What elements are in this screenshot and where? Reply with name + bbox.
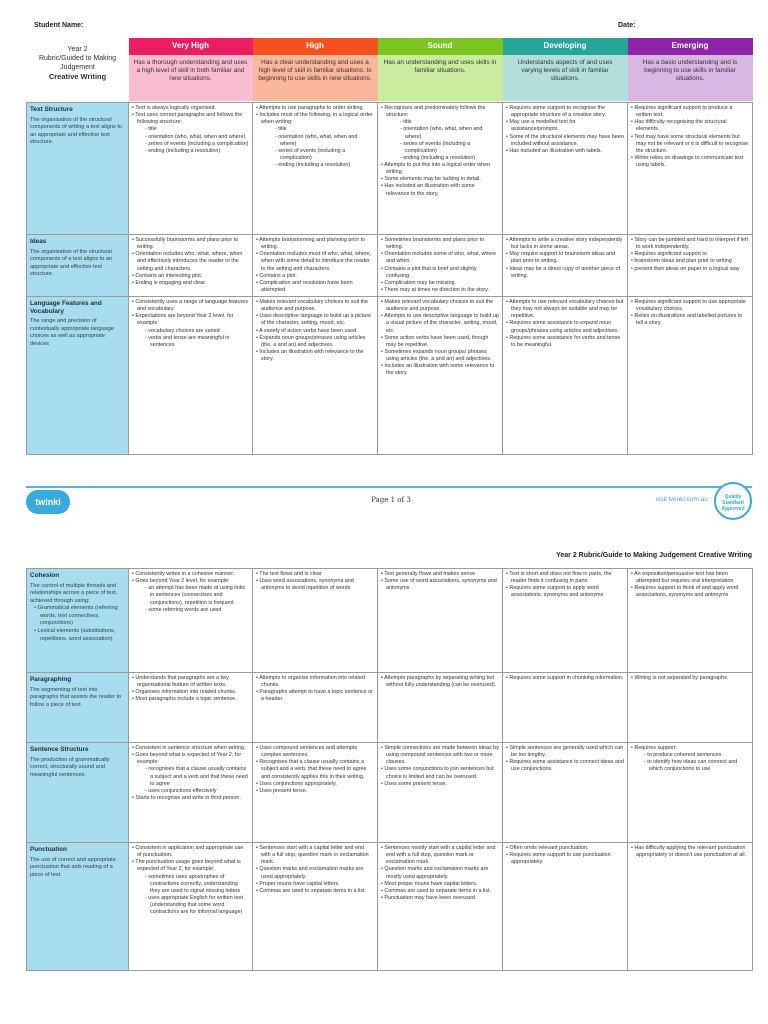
cell-line: • A variety of action verbs have been used. (256, 327, 358, 334)
cell-line: • Organises information into related chunks. (132, 689, 237, 696)
criteria-title: Ideas (30, 238, 47, 245)
cell-line: • There may at times no direction to the story. (381, 286, 490, 293)
cell-line: • Uses descriptive language to build up a picture of the character, setting, mood, etc. (256, 313, 372, 327)
rubric-cell (628, 843, 753, 971)
cell-line: • Requires support: (631, 745, 677, 751)
cell-line: • Has difficulty recognising the structural elements. (631, 119, 727, 133)
criteria-desc (30, 583, 125, 643)
criteria-bullet: • Lexical elements (substitutions, repetitions, word association) (34, 627, 116, 642)
rubric-cell (378, 569, 503, 673)
cell-line: • Includes most of the following, in a logical order when writing: (256, 112, 373, 126)
row-language (27, 297, 753, 455)
criteria-desc-text: The control of multiple threads and relationships across a piece of text, achieved through using: (30, 582, 118, 604)
cell-line: • Has difficulty applying the relevant punctuation appropriately or doesn't use punctuation at all. (631, 845, 747, 859)
cell-line: • Writer relies on drawings to communicate text using labels. (631, 154, 744, 168)
cell-line: - an attempt has been made at using links in sentences (connectives and conjunctions), repetition is frequent (145, 585, 246, 606)
rubric-cell (628, 569, 753, 673)
cell-line: • Uses some conjunctions to join sentences but choice is limited and can be overused. (381, 766, 494, 780)
row-paragraphing (27, 673, 753, 743)
page-number: Page 1 of 3 (371, 496, 411, 504)
bullet-text: Grammatical elements (referring words, text connectives, conjunctions) (37, 605, 118, 627)
cell-line: • Requires some assistance to connect ideas and use conjunctions. (506, 759, 624, 773)
cell-line: - ending (including a resolution) (400, 154, 476, 161)
cell-line: • Contains an interesting plot. (132, 272, 203, 279)
level-desc: Has a thorough understanding and uses a high level of skill in both familiar and new situations. (129, 55, 253, 101)
cell-line: • Successfully brainstorms and plans prior to writing. (132, 237, 239, 251)
cell-line: • May use a modelled text for assistance/prompts. (506, 119, 576, 133)
cell-line: • Often omits relevant punctuation. (506, 845, 589, 851)
cell-line: • Attempts to use paragraphs to order writing. (256, 105, 364, 111)
cell-line: - title (400, 119, 412, 126)
cell-line: • Requires some support to apply word associations, synonyms and antonyms (506, 585, 604, 599)
row-text-structure (27, 103, 753, 235)
cell-line: • Recognises and predominately follows the structure: (381, 105, 486, 119)
cell-line: • Attempts to use relevant vocabulary choices but they may not always be suitable and may be repetitive. (506, 299, 624, 320)
cell-line: - some referring words are used (145, 606, 222, 613)
rubric-cell (503, 235, 628, 297)
criteria-cohesion (27, 569, 129, 673)
cell-line: • Requires some assistance for verbs and tense to be meaningful. (506, 334, 621, 348)
rubric-page-2 (26, 568, 752, 971)
cell-line: - uses conjunctions effectively (145, 787, 217, 794)
cell-line: • Punctuation may have been overused. (381, 894, 477, 901)
criteria-ideas (27, 235, 129, 297)
cell-line: • Question marks and exclamation marks are mostly used appropriately. (381, 866, 489, 880)
cell-line: • Ending is engaging and clear. (132, 279, 207, 286)
cell-line: - uses appropriate English for written text (understanding that some word contractions are for informal language) (145, 894, 243, 916)
cell-line: • Complication may be missing. (381, 279, 456, 286)
rubric-cell (129, 743, 253, 843)
cell-line: • Sentences mostly start with a capital letter and end with a full stop, question mark or exclamation mark. (381, 845, 496, 866)
rubric-cell (129, 673, 253, 743)
level-very-high (129, 38, 253, 102)
cell-line: • Sometimes brainstorms and plans prior to writing. (381, 237, 485, 251)
cell-line: • Attempts to use descriptive language to build up a visual picture of the character, setting, mood, etc. (381, 313, 499, 334)
rubric-cell (253, 103, 378, 235)
rubric-cell (129, 103, 253, 235)
cell-line: • Some action verbs have been used, though may be repetitive. (381, 334, 489, 348)
rubric-cell (503, 297, 628, 455)
rubric-cell (253, 297, 378, 455)
cell-line: - title (275, 126, 287, 133)
cell-line: • Makes relevant vocabulary choices to suit the audience and purpose. (381, 299, 494, 313)
criteria-title: Text Structure (30, 106, 73, 113)
cell-line: - orientation (who, what, when and where) (400, 126, 483, 140)
rubric-cell (253, 743, 378, 843)
cell-line: - to produce coherent sentences (644, 752, 722, 759)
row-cohesion (27, 569, 753, 673)
cell-line: • Consistent in application and appropriate use of punctuation. (132, 845, 244, 859)
cell-line: • Orientation includes some of who, what, where and when. (381, 251, 497, 265)
rubric-cell (129, 297, 253, 455)
row-ideas (27, 235, 753, 297)
title-line-bold: Creative Writing (48, 72, 107, 82)
rubric-cell (628, 297, 753, 455)
cell-line: • Includes an illustration with some relevance to the story. (381, 363, 495, 377)
criteria-desc: The range and precision of contextually appropriate language choices as well as appropriate devices (30, 318, 114, 348)
cell-line: - series of events (including a complication) (275, 147, 346, 161)
level-desc: Understands aspects of and uses varying levels of skill in familiar situations. (503, 55, 628, 101)
criteria-title: Paragraphing (30, 676, 72, 683)
page2-title: Year 2 Rubric/Guide to Making Judgement Creative Writing (556, 552, 752, 559)
cell-line: • Simple connections are made between ideas by using compound sentences with two or more clauses. (381, 745, 499, 766)
level-high (253, 38, 378, 102)
rubric-cell (129, 843, 253, 971)
criteria-sentence-structure (27, 743, 129, 843)
footer-line (26, 486, 752, 488)
cell-line: • Attempts paragraphs by separating writing but without fully understanding (can be overused). (381, 675, 497, 689)
cell-line: - to identify how ideas can connect and which conjunctions to use (644, 759, 738, 773)
rubric-cell (503, 673, 628, 743)
level-label: Very High (129, 38, 253, 55)
cell-line: • Understands that paragraphs are a key organisational feature of written texts. (132, 675, 229, 689)
cell-line: - recognises that a clause usually contains a subject and a verb and that these need to agree (145, 766, 248, 787)
title-line: Rubric/Guided to Making (38, 54, 117, 62)
cell-line: • Relies on illustrations and labelled pictures to tell a story. (631, 313, 743, 327)
cell-line: • Requires some assistance to expand noun groups/phrases using articles and adjectives. (506, 320, 619, 334)
cell-line: • Requires some support to recognise the appropriate structure of a creative story. (506, 105, 606, 119)
cell-line: • Has included an illustration with labels. (506, 147, 602, 154)
cell-line: • Most paragraphs include a topic sentence. (132, 696, 237, 703)
cell-line: • Requires support to think of and apply word associations, synonyms and antonyms (631, 585, 739, 599)
rubric-cell (253, 569, 378, 673)
cell-line: - title (145, 126, 157, 133)
cell-line: • Text is always logically organised. (132, 105, 216, 111)
cell-line: • Paragraphs attempt to have a topic sentence or a header. (256, 689, 373, 703)
criteria-desc: The organisation of the structural components of writing a text aligns to an appropriate and effective text structure. (30, 116, 123, 146)
cell-line: • Uses compound sentences and attempts complex sentences. (256, 745, 358, 759)
rubric-cell (378, 673, 503, 743)
rubric-page-1 (26, 38, 752, 455)
cell-line: • Writing is not separated by paragraphs. (631, 675, 729, 681)
cell-line: • Text generally flows and makes sense (381, 571, 476, 577)
level-sound (378, 38, 503, 102)
criteria-desc: The segmenting of text into paragraphs that assists the reader to follow a piece of text. (30, 686, 122, 708)
cell-line: - series of events (including a complication) (145, 140, 249, 147)
rubric-cell (378, 743, 503, 843)
level-label: Emerging (628, 38, 753, 55)
criteria-title: Cohesion (30, 572, 60, 579)
bullet-text: Lexical elements (substitutions, repetitions, word association) (37, 627, 116, 642)
rubric-cell (378, 297, 503, 455)
rubric-cell (628, 103, 753, 235)
cell-line: • Story can be jumbled and hard to interpret if left to work independently. (631, 237, 748, 251)
criteria-title: Language Features and Vocabulary (30, 300, 102, 315)
title-line: Year 2 (67, 46, 88, 53)
cell-line: • Requires some support to use punctuation appropriately. (506, 852, 611, 866)
cell-line: • Some use of word associations, synonyms and antonyms (381, 578, 497, 592)
row-punctuation (27, 843, 753, 971)
criteria-text-structure (27, 103, 129, 235)
date-label: Date: (618, 22, 636, 29)
twinkl-logo: twinkl (26, 490, 70, 514)
cell-line: - ending (including a resolution) (145, 147, 221, 154)
criteria-desc: The use of correct and appropriate punctuation that aids reading of a piece of text. (30, 856, 116, 878)
level-developing (503, 38, 628, 102)
cell-line: • Simple sentences are generally used which can be too lengthy. (506, 745, 624, 759)
cell-line: - verbs and tense are meaningful in sentences (145, 334, 230, 348)
cell-line: • Uses conjunctions appropriately. (256, 780, 337, 787)
cell-line: • Starts to recognise and write in third person. (132, 794, 241, 801)
cell-line: • Requires significant support to (631, 251, 707, 258)
level-desc: Has a basic understanding and is beginning to use skills in familiar situations. (628, 55, 753, 101)
rubric-cell (129, 569, 253, 673)
website-link[interactable]: visit twinkl.com.au (655, 496, 708, 503)
cell-line: • Uses word associations, synonyms and antonyms to avoid repetition of words (256, 578, 354, 592)
title-line: Judgement (60, 63, 95, 71)
cell-line: • The text flows and is clear (256, 571, 322, 577)
level-desc: Has a clear understanding and uses a high level of skill in familiar situations. Is beginning to use skills in new situations. (253, 55, 378, 101)
criteria-desc: The organisation of the structural components of a text aligns to an appropriate and effective text structure. (30, 248, 113, 278)
cell-line: • Goes beyond Year 2 level, for example: (132, 578, 230, 585)
rubric-cell (129, 235, 253, 297)
rubric-cell (503, 743, 628, 843)
cell-line: • Some of the structural elements may have been included without assistance. (506, 133, 624, 147)
cell-line: - series of events (including a complication) (400, 140, 471, 154)
cell-line: • present their ideas on paper in a logical way (631, 265, 740, 272)
cell-line: - vocabulary choices are varied (145, 327, 220, 334)
level-label: Sound (378, 38, 503, 55)
rubric-cell (503, 843, 628, 971)
cell-line: • Commas are used to separate items in a list. (381, 887, 492, 894)
rubric-cell (378, 843, 503, 971)
cell-line: • Makes relevant vocabulary choices to suit the audience and purpose. (256, 299, 369, 313)
criteria-language (27, 297, 129, 455)
cell-line: • brainstorm ideas and plan prior to writing (631, 258, 732, 265)
cell-line: - orientation (who, what, when and where) (145, 133, 246, 140)
criteria-title: Sentence Structure (30, 746, 89, 753)
cell-line: • Question marks and exclamation marks are used appropriately. (256, 866, 364, 880)
rubric-title (27, 38, 129, 103)
cell-line: • Text may have some structural elements but may not be relevant or it is difficult to recognise the structure. (631, 133, 749, 154)
cell-line: • Uses some present tense. (381, 780, 448, 787)
criteria-paragraphing (27, 673, 129, 743)
rubric-table-1 (26, 38, 753, 455)
cell-line: • Proper nouns have capital letters. (256, 880, 340, 887)
row-sentence-structure (27, 743, 753, 843)
rubric-table-2 (26, 568, 753, 971)
cell-line: - ending (including a resolution) (275, 162, 351, 168)
cell-line: • Uses present tense. (256, 787, 308, 794)
cell-line: • Orientation includes most of who, what, where, when with some detail to introduce the reader to the setting and characters. (256, 251, 372, 272)
cell-line: • Commas are used to separate items in a list. (256, 887, 367, 894)
cell-line: • Consistent in sentence structure when writing. (132, 745, 246, 751)
quality-badge-icon: Quality Standard Approved (714, 482, 752, 520)
rubric-cell (628, 235, 753, 297)
cell-line: • Complication and resolution have been attempted. (256, 279, 353, 293)
rubric-cell (253, 673, 378, 743)
cell-line: - orientation (who, what, when and where) (275, 133, 358, 147)
cell-line: • Expands noun groups/phrases using articles (the, a and an) and adjectives. (256, 334, 366, 348)
cell-line: • Has included an illustration with some relevance to the story. (381, 183, 475, 197)
cell-line: • Goes beyond what is expected of Year 2, for example: (132, 752, 242, 766)
cell-line: • May require support to brainstorm ideas and plan prior to writing. (506, 251, 616, 265)
criteria-bullet: • Grammatical elements (referring words, text connectives, conjunctions) (34, 605, 118, 627)
cell-line: • Attempts brainstorming and planning prior to writing. (256, 237, 366, 251)
cell-line: • Sometimes expands noun groups/ phrases using articles (the, a and an) and adjectives. (381, 348, 492, 362)
student-name-label: Student Name: (34, 22, 84, 29)
cell-line: • Consistently writes in a cohesive manner. (132, 571, 235, 577)
criteria-punctuation (27, 843, 129, 971)
cell-line: • Includes an illustration with relevance to the story. (256, 348, 364, 362)
page-footer (26, 478, 752, 514)
cell-line: • Sentences start with a capital letter and end with a full stop, question mark or exclamation mark. (256, 845, 369, 866)
cell-line: • Requires significant support to use appropriate vocabulary choices. (631, 299, 746, 313)
criteria-desc: The production of grammatically correct, structurally sound and meaningful sentences. (30, 756, 110, 778)
cell-line: • Text is short and does not flow in parts, the reader finds it confusing in parts (506, 571, 612, 585)
cell-line: • Recognises that a clause usually contains a subject and a verb, that these need to agree and consistently applies this in their writing. (256, 759, 367, 780)
cell-line: • Attempts to organise information into related chunks. (256, 675, 365, 689)
cell-line: • Requires significant support to produce a written text. (631, 105, 733, 119)
level-label: Developing (503, 38, 628, 55)
cell-line: • The punctuation usage goes beyond what is expected of Year 2, for example: (132, 859, 241, 873)
cell-line: • Contains a plot that is brief and slightly confusing. (381, 265, 477, 279)
rubric-cell (503, 103, 628, 235)
level-desc: Has an understanding and uses skills in familiar situations. (378, 55, 503, 101)
cell-line: • An exposition/persuasive text has been attempted but requires oral interpretation (631, 571, 734, 585)
rubric-cell (378, 103, 503, 235)
cell-line: • Consistently uses a range of language features and vocabulary. (132, 299, 249, 313)
level-label: High (253, 38, 378, 55)
cell-line: - sometimes uses apostrophes of contractions correctly, understanding they are used to signal missing letters (145, 873, 241, 894)
rubric-cell (253, 843, 378, 971)
rubric-cell (378, 235, 503, 297)
cell-line: • Ideas may be a direct copy of another piece of writing. (506, 265, 620, 279)
cell-line: • Some elements may be lacking in detail. (381, 176, 481, 183)
rubric-cell (253, 235, 378, 297)
rubric-cell (503, 569, 628, 673)
criteria-title: Punctuation (30, 846, 67, 853)
rubric-cell (628, 673, 753, 743)
cell-line: • Text uses correct paragraphs and follows the following structure: (132, 112, 243, 126)
cell-line: • Orientation includes who, what, where, when and effectively introduces the reader to the setting and characters. (132, 251, 243, 272)
cell-line: • Most proper nouns have capital letters. (381, 880, 478, 887)
level-emerging (628, 38, 753, 102)
cell-line: • Contains a plot. (256, 272, 297, 279)
cell-line: • Attempts to write a creative story independently but lacks in some areas. (506, 237, 623, 251)
rubric-cell (628, 743, 753, 843)
cell-line: • Requires some support in chunking information. (506, 675, 624, 681)
cell-line: • Attempts to put this into a logical order when writing. (381, 162, 491, 176)
cell-line: • Expectations are beyond Year 2 level, for example: (132, 313, 234, 327)
